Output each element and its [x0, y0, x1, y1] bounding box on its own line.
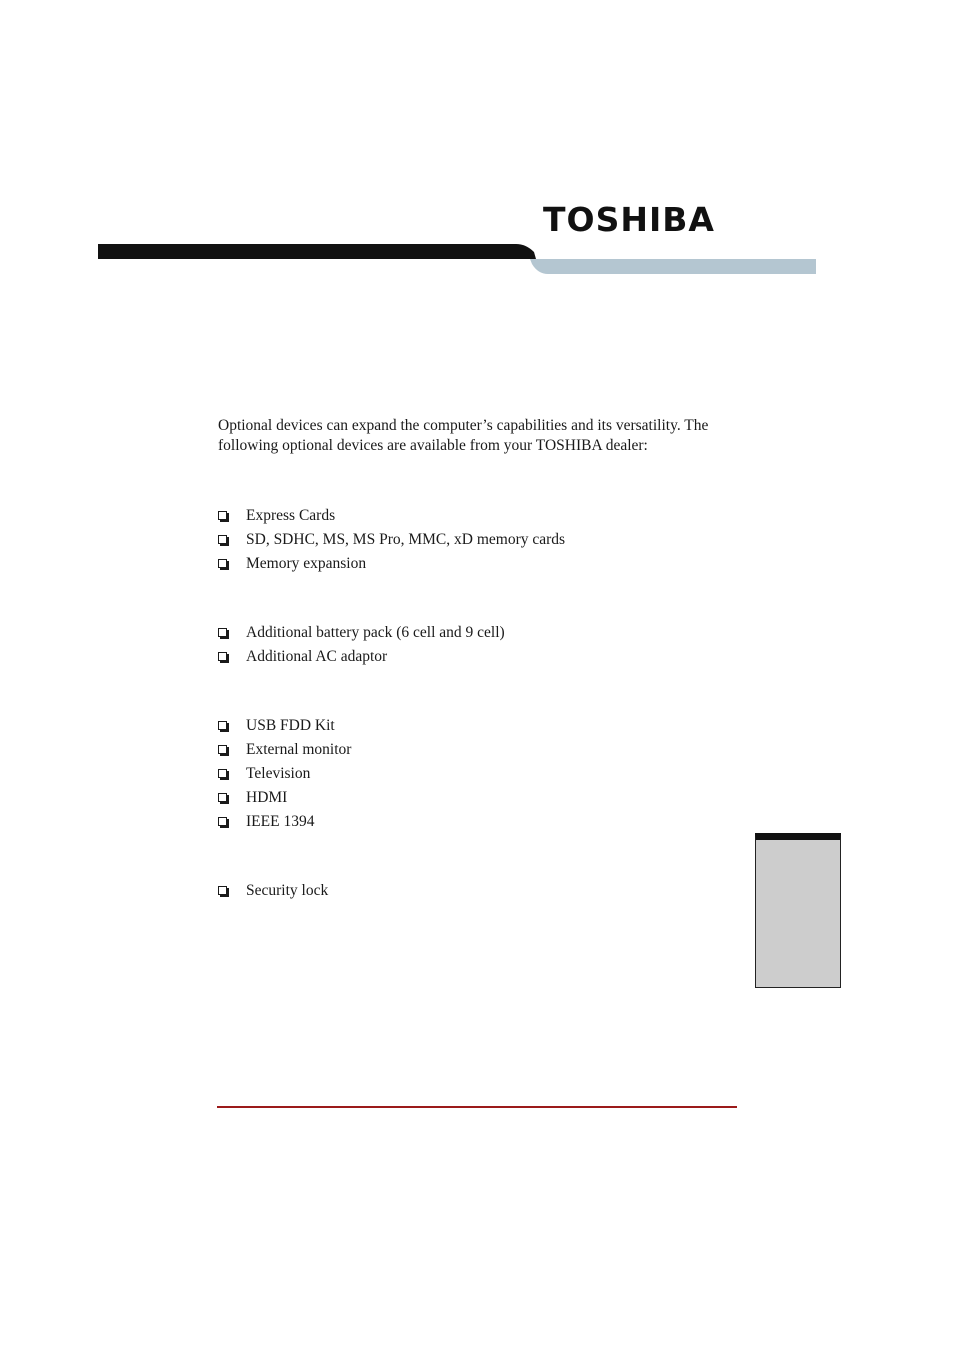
toshiba-logo: TOSHIBA: [543, 200, 715, 239]
header-blue-bar: [530, 259, 816, 274]
checkbox-bullet-icon: [218, 721, 227, 730]
intro-paragraph: Optional devices can expand the computer’s capabilities and its versatility. The following optional devices are available from your TOSHIBA dealer:: [218, 417, 709, 454]
checkbox-bullet-icon: [218, 535, 227, 544]
checkbox-bullet-icon: [218, 652, 227, 661]
checkbox-bullet-icon: [218, 817, 227, 826]
checkbox-bullet-icon: [218, 511, 227, 520]
checkbox-bullet-icon: [218, 745, 227, 754]
header-black-bar: [98, 244, 536, 259]
header-bars: [98, 244, 816, 276]
footer-rule: [217, 1106, 737, 1108]
chapter-side-tab: [755, 833, 841, 988]
checkbox-bullet-icon: [218, 628, 227, 637]
checkbox-bullet-icon: [218, 559, 227, 568]
checkbox-bullet-icon: [218, 886, 227, 895]
checkbox-bullet-icon: [218, 769, 227, 778]
checkbox-bullet-icon: [218, 793, 227, 802]
